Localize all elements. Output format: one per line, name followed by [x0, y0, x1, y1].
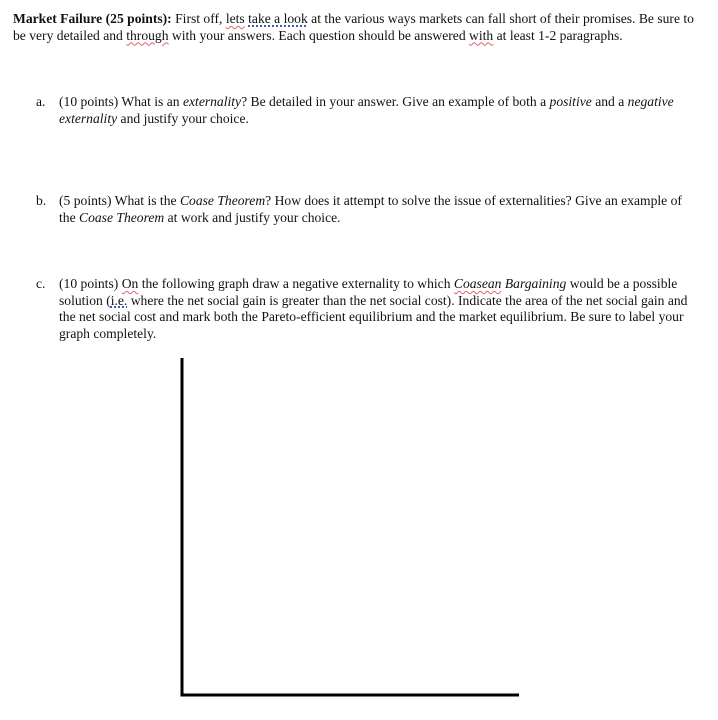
intro-text-3: at the various ways markets can fall short of their promises. Be sure to be very detailed and [13, 11, 694, 43]
spelling-flag-through: through [126, 27, 169, 43]
spelling-flag-coasean: Coasean [453, 276, 502, 291]
question-a-text [59, 94, 696, 127]
question-c-part-3: would be a possible solution ( [59, 276, 678, 308]
question-a [36, 94, 696, 127]
question-b-text [59, 193, 696, 226]
question-a-part-1: (10 points) What is an [59, 94, 183, 109]
question-c-term-bargaining: Bargaining [501, 276, 567, 291]
question-a-part-3: and a [591, 94, 628, 109]
question-b-letter: b. [36, 193, 47, 208]
question-a-part-4: and justify your choice. [117, 110, 249, 126]
question-b-term-coase-theorem-2: Coase Theorem [79, 209, 165, 225]
grammar-flag-ie: i.e. [110, 292, 128, 308]
question-c-letter: c. [36, 276, 46, 291]
intro-heading: Market Failure (25 points): [13, 11, 172, 26]
question-a-term-positive: positive [549, 94, 592, 109]
question-b-term-coase-theorem: Coase Theorem [179, 193, 266, 208]
intro-paragraph [13, 11, 703, 44]
grammar-flag-take-a-look: take a look [248, 11, 308, 26]
spelling-flag-lets: lets [225, 11, 245, 26]
question-c [36, 276, 696, 342]
question-c-part-4: where the net social gain is greater than the net social cost). Indicate the area of the net social gain and the net social cost and mark both the Pareto-efficient equilibrium and the market equilibrium. Be sure to label your graph completely. [59, 292, 688, 341]
question-b [36, 193, 696, 226]
spelling-flag-on: On [121, 276, 139, 291]
question-a-letter: a. [36, 94, 46, 109]
question-b-part-3: at work and justify your choice. [164, 209, 341, 225]
question-c-part-2: the following graph draw a negative externality to which [138, 276, 454, 291]
blank-graph-axes [178, 355, 528, 705]
question-b-part-2: ? How does it attempt to solve the issue of externalities? Give an example of the [59, 193, 682, 225]
question-a-term-negative-externality: negative externality [59, 94, 674, 126]
question-b-part-1: (5 points) What is the [59, 193, 180, 208]
spelling-flag-with: with [469, 27, 494, 43]
question-a-term-externality: externality [182, 94, 242, 109]
intro-text-4: with your answers. Each question should be answered [168, 27, 470, 43]
question-c-text [59, 276, 696, 342]
intro-text-5: at least 1-2 paragraphs. [493, 27, 623, 43]
question-a-part-2: ? Be detailed in your answer. Give an example of both a [241, 94, 550, 109]
intro-text-1: First off, [171, 11, 226, 26]
question-c-part-1: (10 points) [59, 276, 122, 291]
